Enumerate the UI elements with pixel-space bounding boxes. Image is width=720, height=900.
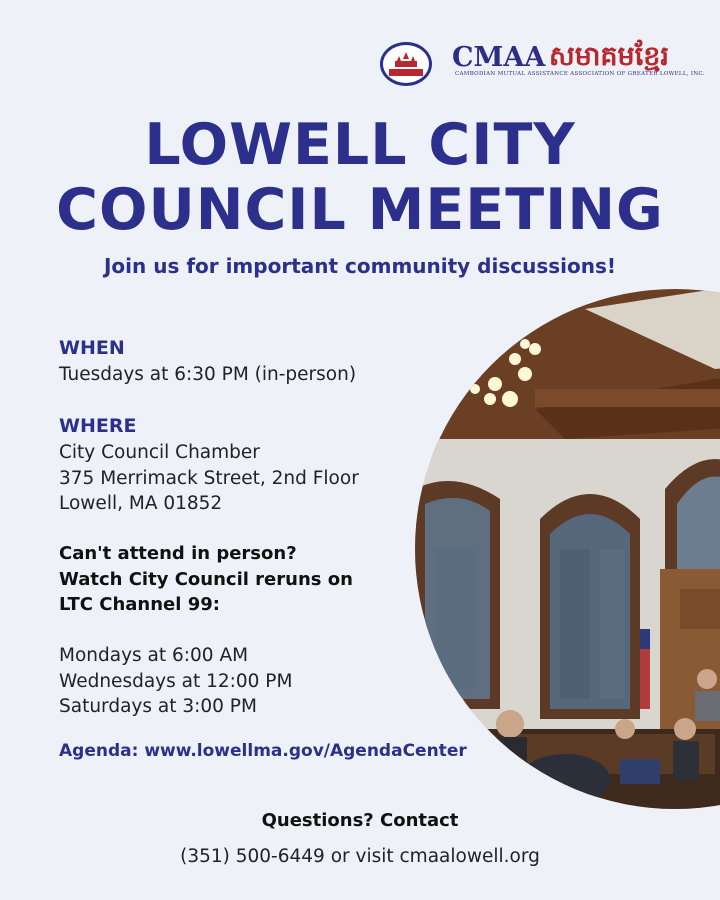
when-heading: WHEN <box>59 337 125 359</box>
title-line-2: COUNCIL MEETING <box>56 177 664 243</box>
reruns-line-2: Watch City Council reruns on <box>59 568 353 590</box>
title-line-1: LOWELL CITY <box>144 112 576 178</box>
where-address <box>59 440 359 517</box>
where-line-2: 375 Merrimack Street, 2nd Floor <box>59 467 359 489</box>
schedule-wednesday: Wednesdays at 12:00 PM <box>59 670 293 692</box>
council-chamber-photo <box>415 289 720 809</box>
when-text <box>59 362 356 388</box>
contact-info: (351) 500-6449 or visit cmaalowell.org <box>180 846 540 867</box>
brand-acronym: CMAA <box>452 42 546 73</box>
where-heading: WHERE <box>59 415 137 437</box>
page-subtitle: Join us for important community discussions! <box>103 254 617 278</box>
brand-full-name: CAMBODIAN MUTUAL ASSISTANCE ASSOCIATION OF GREATER LOWELL, INC. <box>455 71 705 77</box>
reruns-heading <box>59 541 353 618</box>
where-line-3: Lowell, MA 01852 <box>59 493 223 514</box>
when-time: Tuesdays at 6:30 PM (in-person) <box>59 364 357 385</box>
agenda-link[interactable]: Agenda: www.lowellma.gov/AgendaCenter <box>59 741 467 761</box>
logo-ribbon <box>389 69 423 76</box>
reruns-line-1: Can't attend in person? <box>59 543 297 564</box>
rerun-schedule <box>59 643 292 720</box>
cmaa-logo-badge <box>380 42 432 86</box>
page-title <box>0 113 720 243</box>
temple-icon <box>391 51 421 71</box>
questions-heading: Questions? Contact <box>261 810 459 831</box>
schedule-saturday: Saturdays at 3:00 PM <box>59 696 257 717</box>
reruns-line-3: LTC Channel 99: <box>59 594 220 615</box>
brand-khmer-name: សមាគមខ្មែរ <box>549 41 669 72</box>
where-line-1: City Council Chamber <box>59 442 260 463</box>
schedule-monday: Mondays at 6:00 AM <box>59 645 249 666</box>
